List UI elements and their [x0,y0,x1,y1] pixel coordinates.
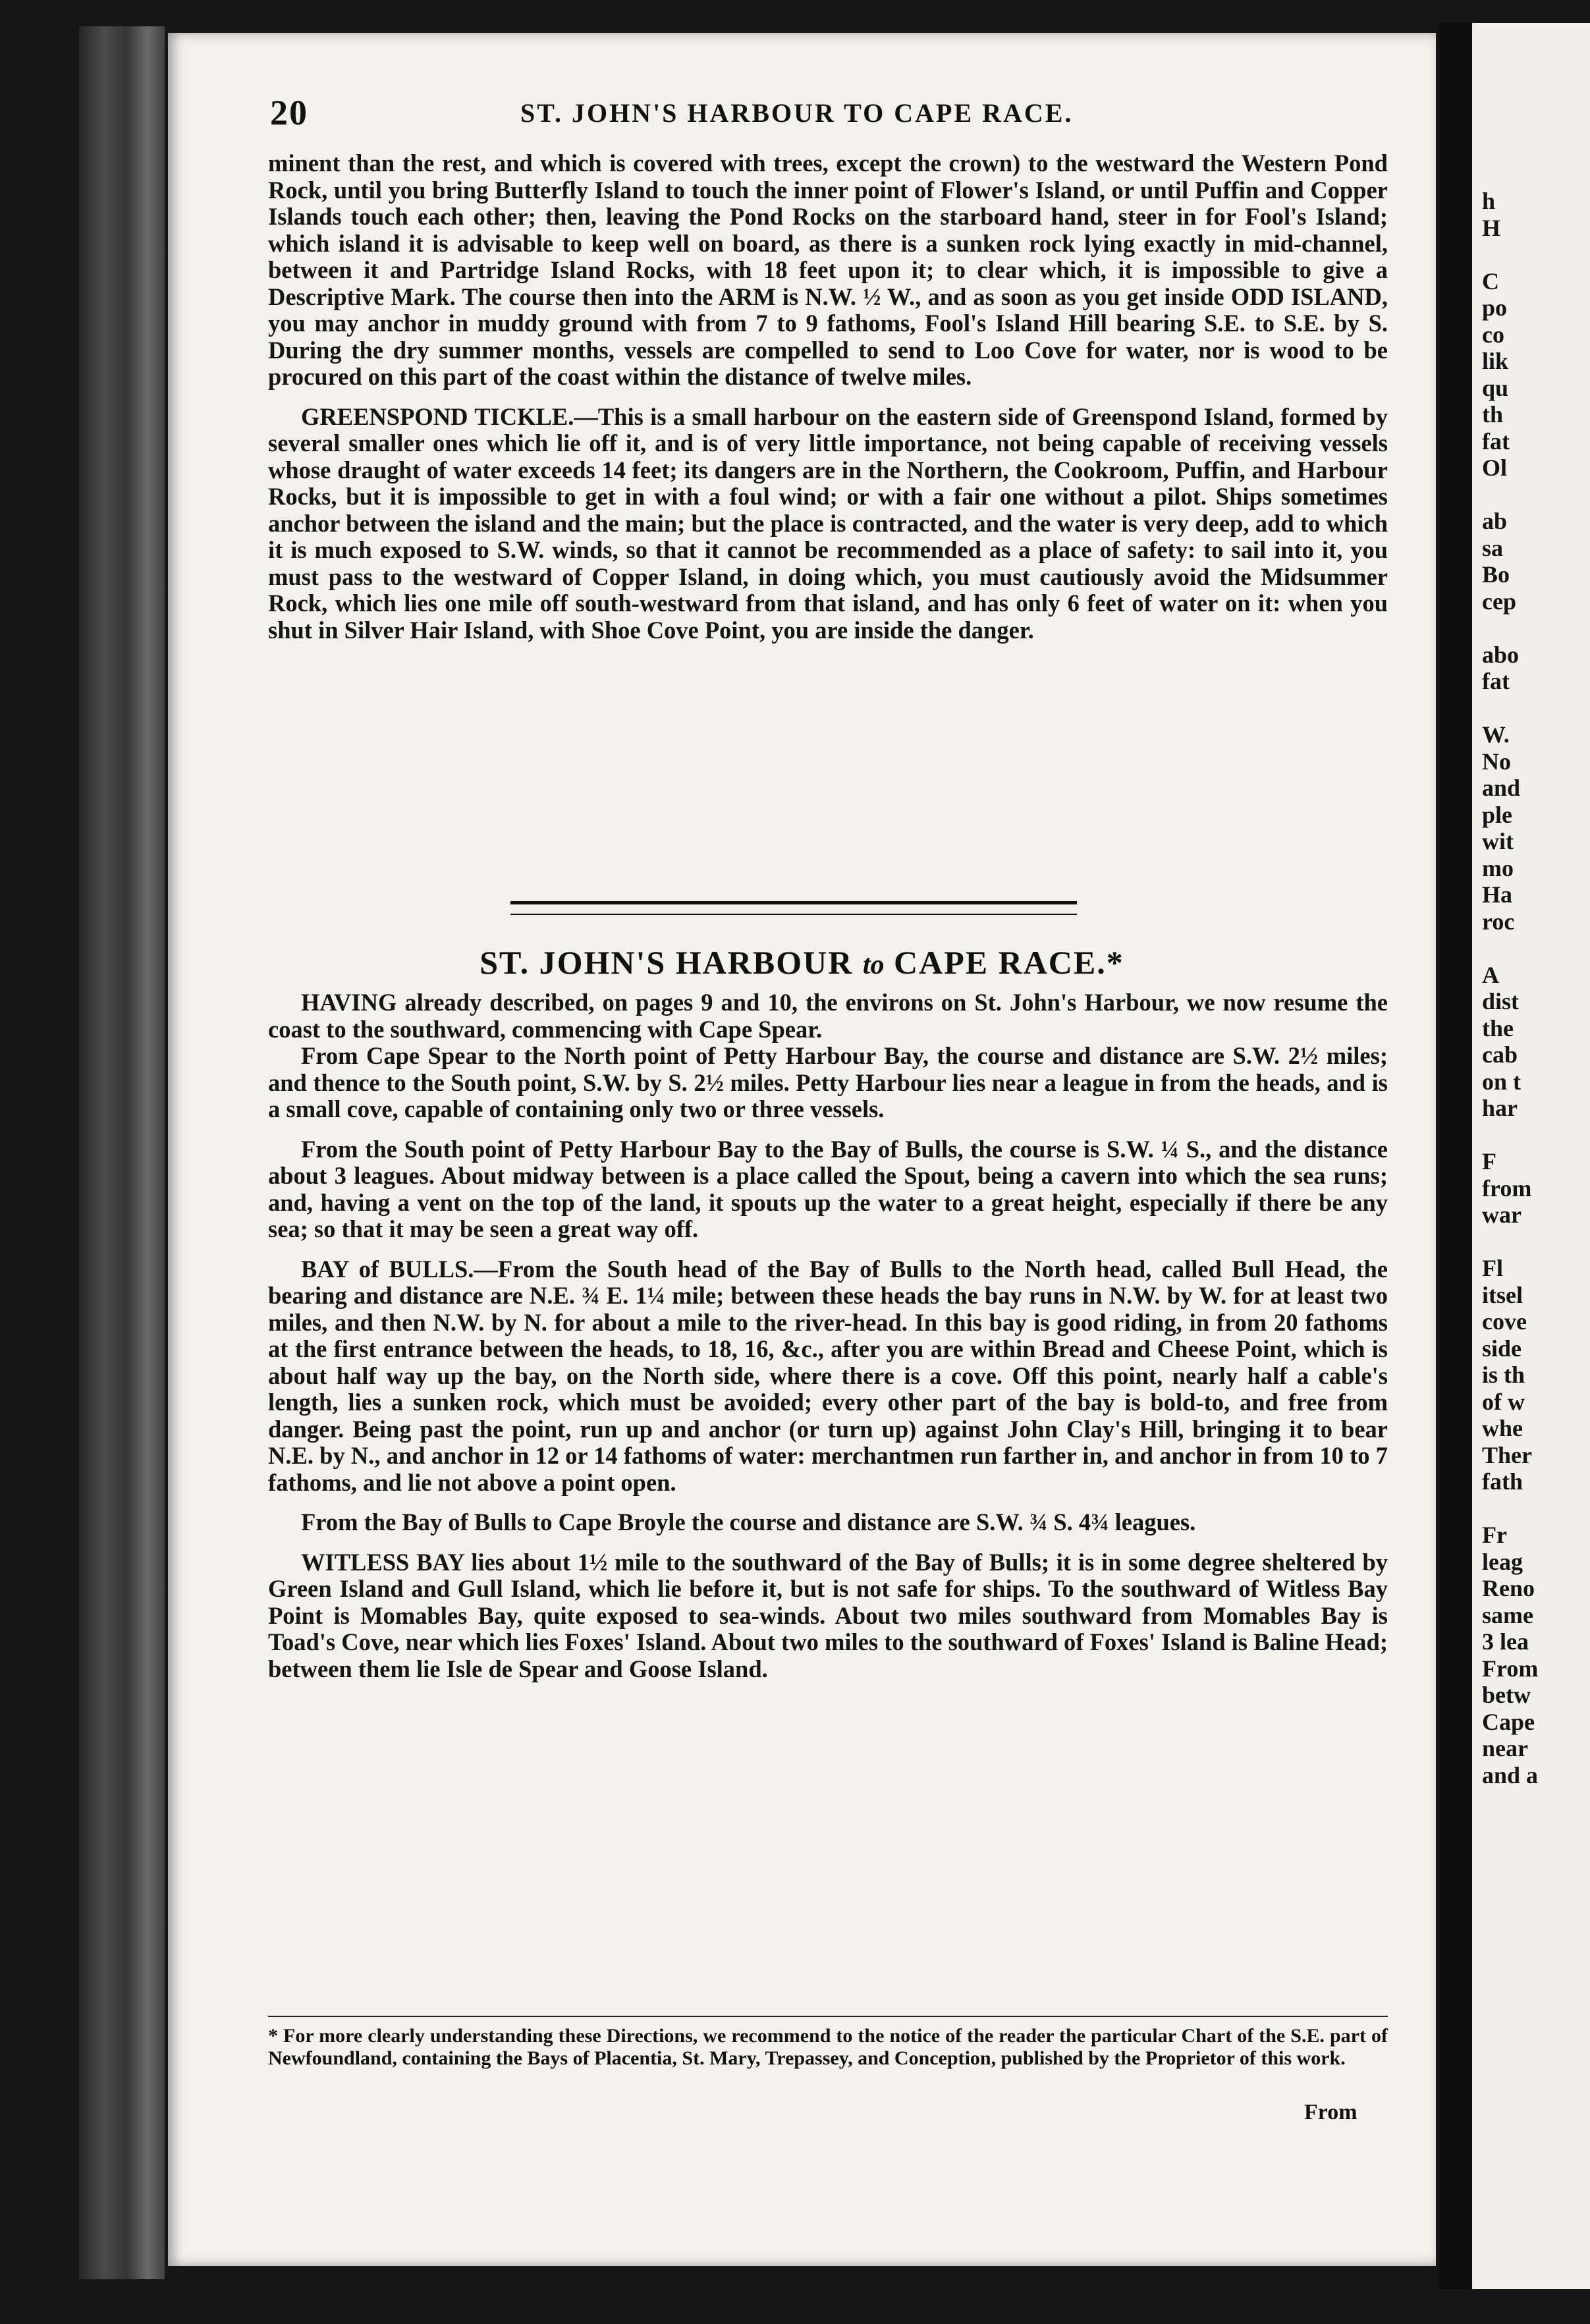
facing-page-line [1482,1495,1587,1522]
facing-page-line: from [1482,1175,1532,1202]
facing-page-line: itsel [1482,1281,1523,1308]
facing-page-line: Bo [1482,561,1510,588]
facing-page-line: leag [1482,1548,1523,1575]
facing-page-line: and a [1482,1761,1539,1788]
facing-page-line: C [1482,267,1499,294]
facing-page-line: th [1482,401,1504,428]
page-number: 20 [270,93,308,132]
facing-page-line: A [1482,961,1499,988]
facing-page-line [1482,241,1587,268]
facing-page-line: betw [1482,1682,1531,1708]
facing-page-line: Fl [1482,1255,1503,1281]
facing-page-line: H [1482,214,1501,241]
main-text-block [268,989,1388,1682]
facing-page-line: ple [1482,801,1513,828]
facing-page-line: cove [1482,1308,1527,1335]
section-title-part3: CAPE RACE.* [893,944,1124,981]
book-edge-left [79,26,165,2279]
facing-page-fragment [1472,23,1590,2289]
facing-page-line: and [1482,775,1521,801]
paragraph-text: From Cape Spear to the North point of Petty Harbour Bay, the course and distance are S.W. 2½ miles; and thence to the South point, S.W. by S. 2½ miles. Petty Harbour lies near a league in from the heads, and is a small cove, capable of containing only two or three vessels. [268,1042,1388,1122]
paragraph-text: already described, on pages 9 and 10, the environs on St. John's Harbour, we now resume the coast to the southward, commencing with Cape Spear. [268,989,1388,1043]
facing-page-line: cep [1482,588,1516,615]
facing-page-line: F [1482,1148,1496,1175]
facing-page-line: war [1482,1202,1521,1228]
paragraph [268,1549,1388,1683]
facing-page-line: on t [1482,1068,1521,1095]
facing-page-line: ab [1482,508,1508,534]
facing-page-line: of w [1482,1388,1525,1415]
facing-page-line [1482,1229,1587,1256]
paragraph [268,989,1388,1043]
facing-page-line: Reno [1482,1575,1535,1601]
facing-page-line [1482,615,1587,642]
facing-page-line: fat [1482,668,1510,694]
facing-page-line: Ol [1482,455,1508,481]
facing-page-line: lik [1482,348,1509,374]
facing-page-line: W. [1482,721,1510,748]
facing-page-line: whe [1482,1415,1523,1441]
greenspond-paragraph [268,404,1388,644]
facing-page-line: roc [1482,908,1515,935]
facing-page-line [1482,482,1587,509]
book-gutter-right [1439,23,1472,2289]
facing-page-line: fat [1482,428,1510,455]
facing-page-line: Fr [1482,1522,1507,1548]
facing-page-line: is th [1482,1362,1525,1388]
facing-page-line [1482,935,1587,962]
page-header [270,92,1298,145]
facing-page-line [1482,695,1587,722]
greenspond-lead: GREENSPOND TICKLE. [301,402,574,430]
facing-page-line: h [1482,188,1496,214]
facing-page-line: dist [1482,988,1520,1014]
footnote-rule [268,2016,1388,2017]
facing-page-text [1482,188,1587,1788]
facing-page-line: sa [1482,534,1504,561]
facing-page-line: qu [1482,374,1509,401]
facing-page-line: abo [1482,641,1520,668]
paragraph [268,1509,1388,1536]
book-page [168,33,1436,2266]
facing-page-line: Ther [1482,1441,1532,1468]
paragraph [268,1043,1388,1123]
greenspond-body: —This is a small harbour on the eastern side of Greenspond Island, formed by several smaller ones which lie off it, and is of very little importance, not being capable of receiving vessels whose draught of water exceeds 14 feet; its dangers are in the Northern, the Cookroom, Puffin, and Harbour Rocks, but it is impossible to get in with a foul wind; or with a fair one without a pilot. Ships sometimes anchor between the island and the main; but the place is contracted, and the water is very deep, add to which it is much exposed to S.W. winds, so that it cannot be recommended as a place of safety: to sail into it, you must pass to the westward of Copper Island, in doing which, you must cautiously avoid the Midsummer Rock, which lies one mile off south-westward from that island, and has only 6 feet of water on it: when you shut in Silver Hair Island, with Shoe Cove Point, you are inside the danger. [268,402,1388,644]
facing-page-line: wit [1482,828,1514,854]
facing-page-line: Cape [1482,1708,1535,1735]
paragraph [268,1136,1388,1243]
paragraph-lead: BAY of BULLS. [301,1255,474,1283]
footnote: * For more clearly understanding these Directions, we recommend to the notice of the reader the particular Chart of the S.E. part of Newfoundland, containing the Bays of Placentia, St. Mary, Trepassey, and Conception, published by the Proprietor of this work. [268,2025,1388,2069]
facing-page-line: cab [1482,1041,1518,1068]
paragraph-text: lies about 1½ mile to the southward of the Bay of Bulls; it is in some degree sheltered by Green Island and Gull Island, which lie before it, but is not safe for ships. To the southward of Witless Bay Point is Momables Bay, quite exposed to sea-winds. About two miles southward from Momables Bay is Toad's Cove, near which lies Foxes' Island. About two miles to the southward of Foxes' Island is Baline Head; between them lie Isle de Spear and Goose Island. [268,1548,1388,1682]
paragraph-lead: HAVING [301,989,397,1016]
section-title-part1: ST. JOHN'S HARBOUR [480,944,854,981]
catchword: From [1304,2100,1357,2124]
facing-page-line: No [1482,748,1511,775]
section-title [168,943,1436,982]
paragraph-text: —From the South head of the Bay of Bulls to the North head, called Bull Head, the bearing and distance are N.E. ¾ E. 1¼ mile; between these heads the bay runs in N.W. by W. for at least two miles, and then N.W. by N. for about a mile to the river-head. In this bay is good riding, in from 20 fathoms at the first entrance between the heads, to 18, 16, &c., after you are within Bread and Cheese Point, which is about half way up the bay, on the North side, where there is a cove. Off this point, nearly half a cable's length, lies a sunken rock, which must be avoided; every other part of the bay is bold-to, and free from danger. Being past the point, run up and anchor (or turn up) against John Clay's Hill, bringing it to bear N.E. by N., and anchor in 12 or 14 fathoms of water: merchantmen run farther in, and anchor in from 10 to 7 fathoms, and lie not above a point open. [268,1255,1388,1496]
section-title-part2: to [862,950,885,980]
facing-page-line [1482,1122,1587,1149]
facing-page-line: po [1482,294,1508,321]
paragraph-text: From the Bay of Bulls to Cape Broyle the course and distance are S.W. ¾ S. 4¾ leagues. [301,1508,1196,1536]
top-paragraph: minent than the rest, and which is covered with trees, except the crown) to the westward the Western Pond Rock, until you bring Butterfly Island to touch the inner point of Flower's Island, or until Puffin and Copper Islands touch each other; then, leaving the Pond Rocks on the starboard hand, steer in for Fool's Island; which island it is advisable to keep well on board, as there is a sunken rock lying exactly in mid-channel, between it and Partridge Island Rocks, with 18 feet upon it; to clear which, it is impossible to give a Descriptive Mark. The course then into the ARM is N.W. ½ W., and as soon as you get inside ODD ISLAND, you may anchor in muddy ground with from 7 to 9 fathoms, Fool's Island Hill bearing S.E. to S.E. by S. During the dry summer months, vessels are compelled to send to Loo Cove for water, nor is wood to be procured on this part of the coast within the distance of twelve miles. [268,150,1388,390]
facing-page-line: har [1482,1095,1518,1121]
facing-page-line: side [1482,1335,1522,1362]
facing-page-line: mo [1482,854,1514,881]
facing-page-line: same [1482,1601,1533,1628]
facing-page-line: fath [1482,1468,1523,1495]
facing-page-line: co [1482,321,1504,348]
facing-page-line: the [1482,1014,1514,1041]
paragraph [268,1256,1388,1497]
paragraph-text: From the South point of Petty Harbour Bay to the Bay of Bulls, the course is S.W. ¼ S., and the distance about 3 leagues. About midway between is a place called the Spout, being a cavern into which the sea runs; and, having a vent on the top of the land, it spouts up the water to a great height, especially if there be any sea; so that it may be seen a great way off. [268,1135,1388,1242]
facing-page-line: Ha [1482,881,1513,908]
running-head: ST. JOHN'S HARBOUR TO CAPE RACE. [520,98,1074,128]
paragraph-lead: WITLESS BAY [301,1548,464,1576]
top-paragraph-block [268,150,1388,644]
facing-page-line: From [1482,1655,1539,1682]
section-divider [510,901,1077,915]
facing-page-line: 3 lea [1482,1628,1529,1655]
facing-page-line: near [1482,1735,1528,1761]
